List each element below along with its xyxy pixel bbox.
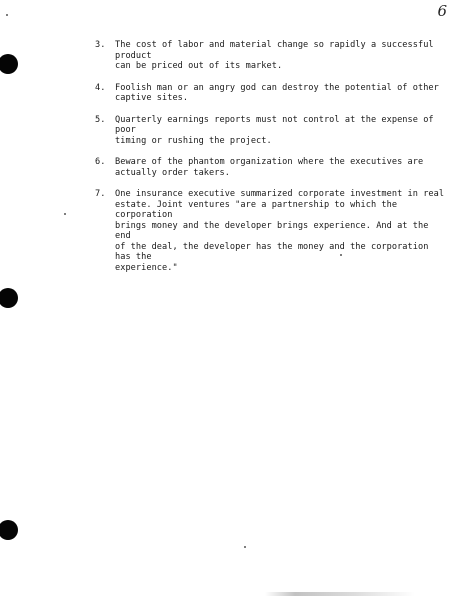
list-item [95, 189, 445, 273]
punch-hole [0, 288, 18, 308]
scan-speck [6, 14, 8, 16]
scan-speck [244, 546, 246, 548]
punch-hole [0, 520, 18, 540]
item-number: 5. [95, 114, 106, 125]
item-text: Foolish man or an angry god can destroy the potential of other captive sites. [115, 82, 439, 103]
item-text: One insurance executive summarized corporate investment in real estate. Joint ventures "are a partnership to which the corporation brings money and the developer brings experience. And at the end of the deal, the developer has the money and the corporation has the experience." [115, 189, 445, 273]
list-item [95, 157, 445, 178]
scan-speck [340, 254, 342, 256]
punch-hole [0, 54, 18, 74]
item-text: The cost of labor and material change so rapidly a successful product can be priced out of its market. [115, 40, 434, 71]
scan-speck [64, 213, 66, 215]
item-number: 6. [95, 157, 106, 167]
item-number: 3. [95, 40, 106, 50]
item-text: Quarterly earnings reports must not control at the expense of poor timing or rushing the project. [115, 114, 434, 146]
page-number: 6 [437, 2, 447, 20]
list-item [95, 115, 445, 147]
list-item [95, 83, 445, 104]
list-item [95, 40, 445, 72]
item-number: 7. [95, 189, 106, 199]
scan-smudge [265, 592, 415, 596]
item-number: 4. [95, 82, 106, 93]
numbered-list [95, 40, 445, 284]
item-text: Beware of the phantom organization where the executives are actually order takers. [115, 157, 424, 178]
